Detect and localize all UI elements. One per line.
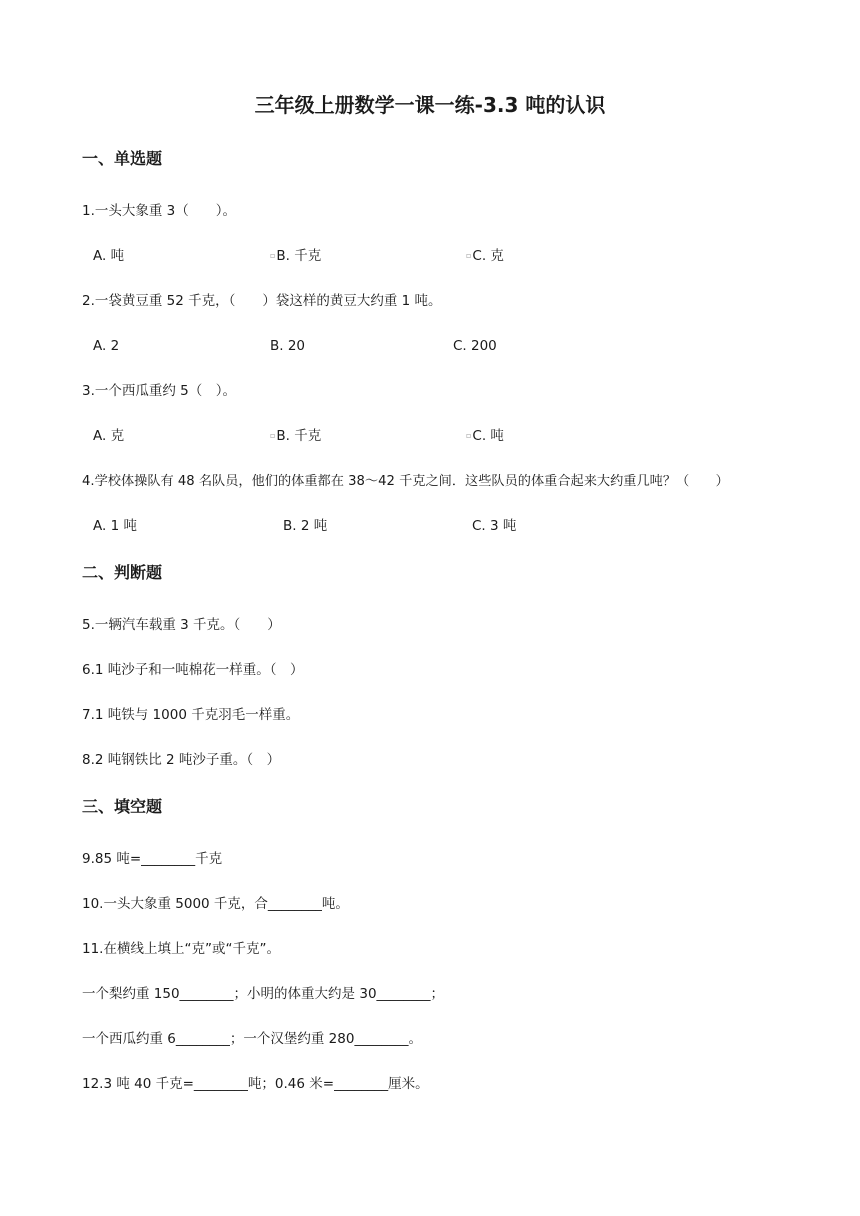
answer-option: A. 克 <box>93 428 125 444</box>
answer-option: C. 3 吨 <box>472 518 517 534</box>
section-heading-single-choice: 一、单选题 <box>82 149 163 168</box>
answer-option: B. 2 吨 <box>283 518 328 534</box>
answer-option: ▫B. 千克 <box>270 248 322 264</box>
section-heading-fill-blank: 三、填空题 <box>82 797 163 816</box>
box-marker-icon: ▫ <box>466 251 472 260</box>
section-heading-true-false: 二、判断题 <box>82 563 163 582</box>
question-text: 5.一辆汽车载重 3 千克。（ ） <box>82 617 281 633</box>
question-text: 9.85 吨=________千克 <box>82 851 223 867</box>
answer-option: A. 2 <box>93 338 120 354</box>
question-text: 10.一头大象重 5000 千克，合________吨。 <box>82 896 349 912</box>
question-text: 一个梨约重 150________；小明的体重大约是 30________； <box>82 986 445 1002</box>
answer-option: A. 1 吨 <box>93 518 137 534</box>
question-text: 7.1 吨铁与 1000 千克羽毛一样重。 <box>82 707 300 723</box>
question-text: 4.学校体操队有 48 名队员，他们的体重都在 38～42 千克之间．这些队员的体重合起来大约重几吨？（ ） <box>82 474 729 489</box>
question-text: 1.一头大象重 3（ ）。 <box>82 203 237 219</box>
question-text: 12.3 吨 40 千克=________吨；0.46 米=________厘米。 <box>82 1076 429 1092</box>
answer-option: B. 20 <box>270 338 306 354</box>
answer-option: C. 200 <box>453 338 497 354</box>
question-text: 6.1 吨沙子和一吨棉花一样重。（ ） <box>82 662 304 678</box>
question-text: 一个西瓜约重 6________；一个汉堡约重 280________。 <box>82 1031 422 1047</box>
box-marker-icon: ▫ <box>270 251 276 260</box>
question-text: 11.在横线上填上“克”或“千克”。 <box>82 941 280 957</box>
answer-option: ▫C. 克 <box>466 248 504 264</box>
answer-option: ▫C. 吨 <box>466 428 504 444</box>
question-text: 3.一个西瓜重约 5（ ）。 <box>82 383 237 399</box>
answer-option: A. 吨 <box>93 248 125 264</box>
box-marker-icon: ▫ <box>270 431 276 440</box>
box-marker-icon: ▫ <box>466 431 472 440</box>
question-text: 8.2 吨钢铁比 2 吨沙子重。（ ） <box>82 752 281 768</box>
page-title: 三年级上册数学一课一练-3.3 吨的认识 <box>254 93 606 117</box>
question-text: 2.一袋黄豆重 52 千克，（ ）袋这样的黄豆大约重 1 吨。 <box>82 293 442 309</box>
answer-option: ▫B. 千克 <box>270 428 322 444</box>
